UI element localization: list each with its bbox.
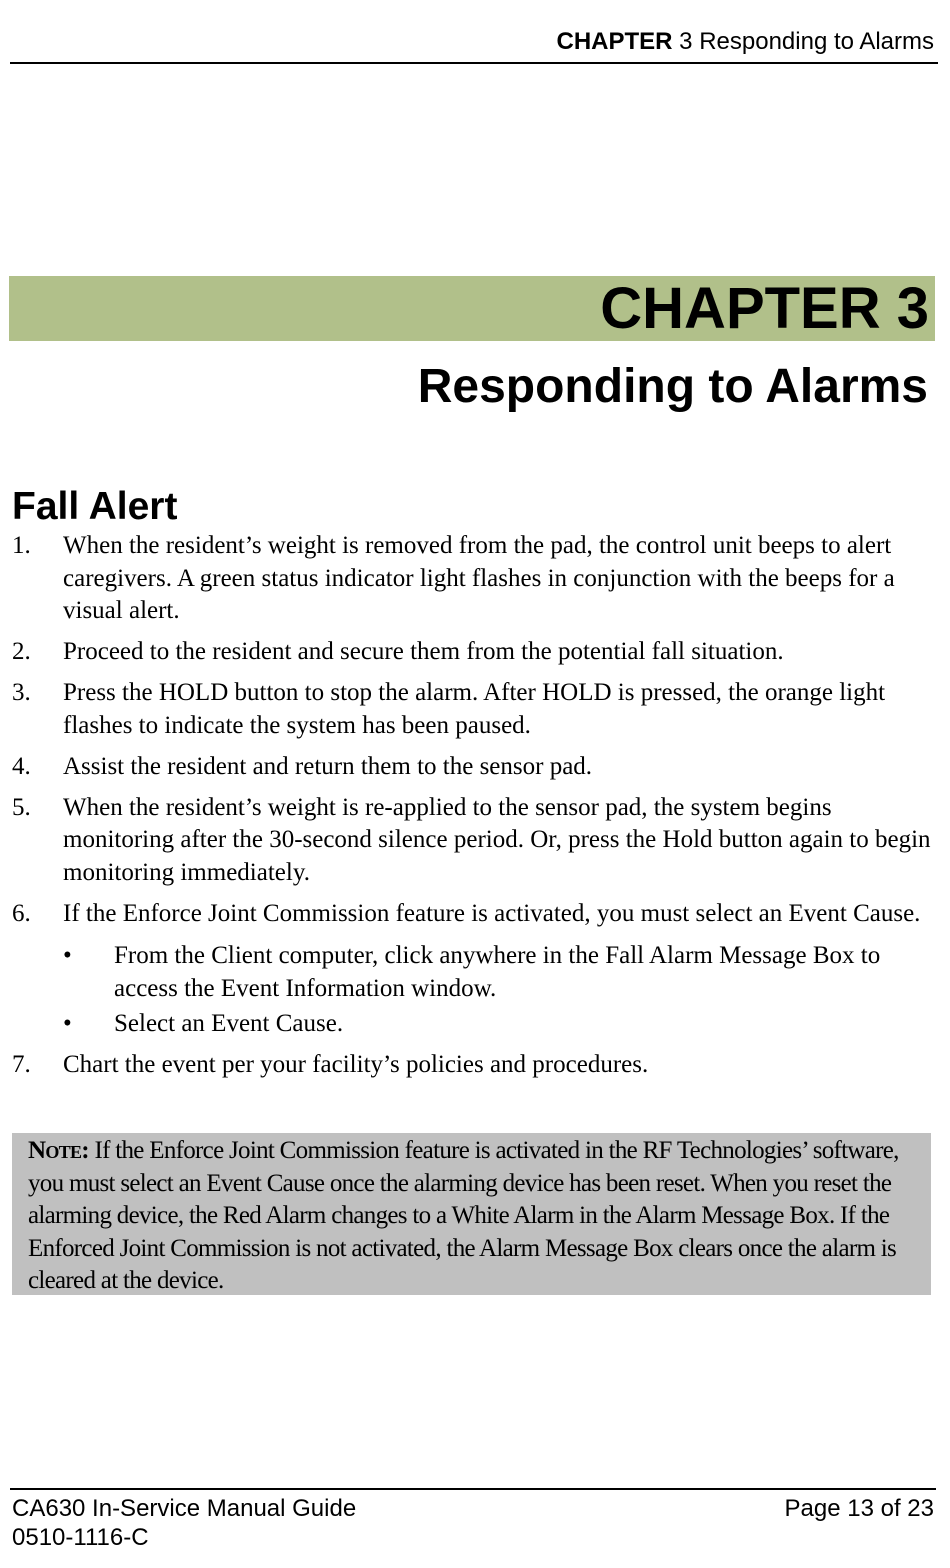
sub-item-text: From the Client computer, click anywhere in the Fall Alarm Message Box to access the Event Information window. (114, 942, 881, 1002)
step-number: 3. (12, 679, 31, 706)
list-item (12, 792, 932, 890)
note-label: Note: (28, 1137, 89, 1164)
note-box (12, 1133, 931, 1295)
list-item (12, 1049, 932, 1082)
sub-list-item (63, 1008, 932, 1041)
step-number: 6. (12, 899, 31, 927)
step-number: 7. (12, 1051, 31, 1078)
section-title: Fall Alert (12, 485, 178, 528)
step-text: If the Enforce Joint Commission feature is activated, you must select an Event Cause. (63, 899, 921, 927)
step-text: When the resident’s weight is re-applied to the sensor pad, the system begins monitoring after the 30-second silence period. Or, press the Hold button again to begin monitoring immediately. (63, 793, 931, 886)
step-number: 1. (12, 532, 31, 559)
step-text: Proceed to the resident and secure them from the potential fall situation. (63, 638, 784, 665)
note-text: If the Enforce Joint Commission feature is activated in the RF Technologies’ software, you must select an Event Cause once the alarming device has been reset. When you reset the alarming device, the Red Alarm changes to a White Alarm in the Alarm Message Box. If the Enforced Joint Commission is not activated, the Alarm Message Box clears once the alarm is cleared at the device. (28, 1137, 899, 1294)
bullet-icon: • (63, 942, 72, 969)
footer-manual-title: CA630 In-Service Manual Guide (12, 1495, 357, 1522)
chapter-band (9, 276, 935, 341)
step-text: Press the HOLD button to stop the alarm. After HOLD is pressed, the orange light flashes to indicate the system has been paused. (63, 679, 886, 739)
header-chapter-title: 3 Responding to Alarms (672, 28, 934, 55)
step-number: 4. (12, 752, 31, 780)
bullet-icon: • (63, 1010, 72, 1037)
page-footer (10, 1488, 936, 1551)
step-text: Assist the resident and return them to the sensor pad. (63, 752, 593, 780)
footer-doc-number: 0510-1116-C (12, 1524, 149, 1551)
list-item (12, 636, 932, 669)
chapter-label: CHAPTER 3 (600, 276, 929, 341)
list-item (12, 898, 932, 1041)
step-number: 5. (12, 793, 31, 821)
step-text: When the resident’s weight is removed from the pad, the control unit beeps to alert caregivers. A green status indicator light flashes in conjunction with the beeps for a visual alert. (63, 532, 895, 624)
sub-item-text: Select an Event Cause. (114, 1010, 344, 1037)
sub-list-item (63, 940, 932, 1005)
steps-list (12, 530, 932, 1090)
step-number: 2. (12, 638, 31, 665)
sub-list (63, 940, 932, 1041)
step-text: Chart the event per your facility’s policies and procedures. (63, 1051, 649, 1078)
running-header (10, 28, 938, 64)
footer-page-number: Page 13 of 23 (784, 1495, 934, 1522)
list-item (12, 530, 932, 628)
list-item (12, 751, 932, 784)
header-chapter-word: CHAPTER (556, 28, 673, 55)
chapter-title: Responding to Alarms (417, 360, 928, 413)
list-item (12, 677, 932, 742)
